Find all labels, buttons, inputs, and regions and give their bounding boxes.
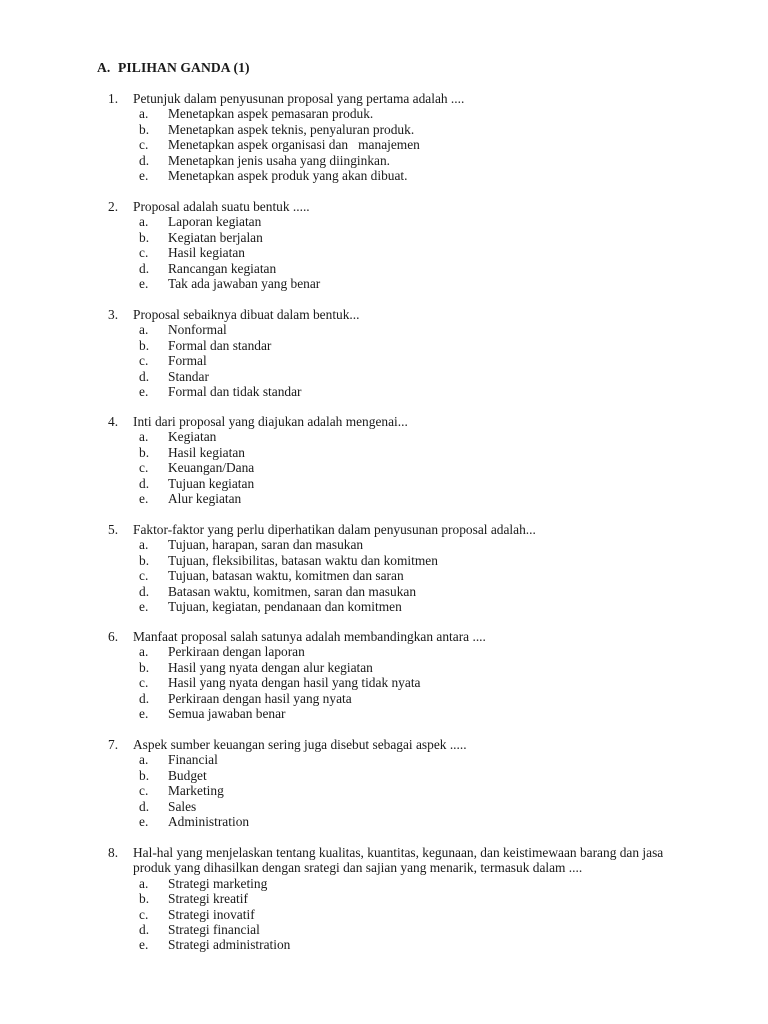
option-letter: c. xyxy=(139,137,149,153)
option-text: Tujuan, harapan, saran dan masukan xyxy=(168,537,364,553)
option-c xyxy=(108,245,688,260)
option-text: Strategi administration xyxy=(168,937,291,953)
option-letter: d. xyxy=(139,260,150,276)
option-letter: d. xyxy=(139,921,150,937)
question-number: 7. xyxy=(108,737,119,752)
question-6 xyxy=(108,629,688,721)
option-text: Nonformal xyxy=(168,322,227,338)
option-letter: a. xyxy=(139,429,149,445)
option-a xyxy=(108,429,688,444)
option-list xyxy=(108,752,688,829)
option-e xyxy=(108,491,688,506)
option-a xyxy=(108,876,688,891)
question-7 xyxy=(108,737,688,829)
option-d xyxy=(108,584,688,599)
option-text: Hasil yang nyata dengan hasil yang tidak nyata xyxy=(168,675,421,691)
question-number: 3. xyxy=(108,307,119,322)
option-letter: a. xyxy=(139,875,149,891)
option-b xyxy=(108,338,688,353)
option-text: Rancangan kegiatan xyxy=(168,260,277,276)
option-text: Budget xyxy=(168,767,207,783)
option-b xyxy=(108,445,688,460)
option-letter: e. xyxy=(139,937,149,953)
option-text: Strategi marketing xyxy=(168,875,268,891)
option-e xyxy=(108,706,688,721)
option-text: Alur kegiatan xyxy=(168,490,242,506)
option-text: Strategi financial xyxy=(168,921,260,937)
option-letter: c. xyxy=(139,783,149,799)
option-letter: e. xyxy=(139,383,149,399)
question-3 xyxy=(108,307,688,399)
option-letter: d. xyxy=(139,152,150,168)
question-8 xyxy=(108,845,688,953)
option-letter: c. xyxy=(139,906,149,922)
option-letter: c. xyxy=(139,568,149,584)
option-list xyxy=(108,106,688,183)
option-e xyxy=(108,384,688,399)
option-text: Kegiatan xyxy=(168,429,217,445)
option-letter: e. xyxy=(139,813,149,829)
option-d xyxy=(108,799,688,814)
option-list xyxy=(108,322,688,399)
option-text: Tujuan kegiatan xyxy=(168,475,255,491)
option-b xyxy=(108,230,688,245)
option-text: Laporan kegiatan xyxy=(168,214,262,230)
option-b xyxy=(108,660,688,675)
option-a xyxy=(108,644,688,659)
option-text: Administration xyxy=(168,813,250,829)
option-c xyxy=(108,675,688,690)
option-d xyxy=(108,476,688,491)
option-text: Marketing xyxy=(168,783,224,799)
option-text: Formal dan tidak standar xyxy=(168,383,302,399)
option-text: Financial xyxy=(168,752,218,768)
option-text: Strategi kreatif xyxy=(168,891,248,907)
option-d xyxy=(108,922,688,937)
option-text: Tujuan, batasan waktu, komitmen dan saran xyxy=(168,568,404,584)
question-text: Faktor-faktor yang perlu diperhatikan dalam penyusunan proposal adalah... xyxy=(133,522,536,537)
question-text: Hal-hal yang menjelaskan tentang kualitas, kuantitas, kegunaan, dan keistimewaan barang dan jasa produk yang dihasilkan dengan srategi dan sajian yang menarik, termasuk dalam .... xyxy=(133,845,664,876)
question-number: 6. xyxy=(108,629,119,644)
option-e xyxy=(108,276,688,291)
option-a xyxy=(108,752,688,767)
option-text: Sales xyxy=(168,798,197,814)
option-e xyxy=(108,599,688,614)
option-text: Standar xyxy=(168,368,209,384)
option-letter: b. xyxy=(139,552,150,568)
option-b xyxy=(108,891,688,906)
option-text: Tak ada jawaban yang benar xyxy=(168,275,321,291)
option-e xyxy=(108,168,688,183)
question-text: Proposal adalah suatu bentuk ..... xyxy=(133,199,310,214)
option-letter: a. xyxy=(139,214,149,230)
option-letter: d. xyxy=(139,583,150,599)
option-d xyxy=(108,153,688,168)
option-text: Batasan waktu, komitmen, saran dan masukan xyxy=(168,583,417,599)
option-letter: e. xyxy=(139,275,149,291)
option-letter: a. xyxy=(139,106,149,122)
question-5 xyxy=(108,522,688,614)
option-letter: c. xyxy=(139,353,149,369)
option-letter: b. xyxy=(139,121,150,137)
option-a xyxy=(108,537,688,552)
option-letter: a. xyxy=(139,752,149,768)
option-letter: a. xyxy=(139,644,149,660)
option-letter: e. xyxy=(139,598,149,614)
option-text: Menetapkan aspek produk yang akan dibuat. xyxy=(168,167,408,183)
option-b xyxy=(108,122,688,137)
option-letter: b. xyxy=(139,229,150,245)
option-letter: b. xyxy=(139,891,150,907)
option-d xyxy=(108,261,688,276)
option-letter: d. xyxy=(139,798,150,814)
option-list xyxy=(108,214,688,291)
option-letter: d. xyxy=(139,475,150,491)
option-letter: e. xyxy=(139,490,149,506)
option-text: Menetapkan aspek pemasaran produk. xyxy=(168,106,374,122)
option-text: Formal dan standar xyxy=(168,337,272,353)
option-text: Semua jawaban benar xyxy=(168,705,286,721)
question-number: 1. xyxy=(108,91,119,106)
option-text: Formal xyxy=(168,353,207,369)
option-c xyxy=(108,353,688,368)
option-text: Perkiraan dengan laporan xyxy=(168,644,305,660)
section-heading xyxy=(97,60,250,75)
question-number: 2. xyxy=(108,199,119,214)
option-list xyxy=(108,429,688,506)
option-a xyxy=(108,106,688,121)
question-text: Manfaat proposal salah satunya adalah membandingkan antara .... xyxy=(133,629,486,644)
option-text: Strategi inovatif xyxy=(168,906,255,922)
option-c xyxy=(108,907,688,922)
option-text: Kegiatan berjalan xyxy=(168,229,263,245)
section-letter: A. xyxy=(97,60,111,75)
option-text: Hasil kegiatan xyxy=(168,245,245,261)
question-number: 4. xyxy=(108,414,119,429)
option-letter: e. xyxy=(139,705,149,721)
option-letter: d. xyxy=(139,368,150,384)
option-letter: c. xyxy=(139,675,149,691)
option-e xyxy=(108,937,688,952)
option-letter: e. xyxy=(139,167,149,183)
question-text: Petunjuk dalam penyusunan proposal yang pertama adalah .... xyxy=(133,91,465,106)
question-2 xyxy=(108,199,688,291)
section-title-text: PILIHAN GANDA (1) xyxy=(118,60,250,75)
option-d xyxy=(108,691,688,706)
option-letter: b. xyxy=(139,659,150,675)
option-c xyxy=(108,460,688,475)
option-list xyxy=(108,876,688,953)
option-text: Menetapkan aspek organisasi dan manajemen xyxy=(168,137,420,153)
option-text: Hasil yang nyata dengan alur kegiatan xyxy=(168,659,373,675)
option-c xyxy=(108,783,688,798)
option-list xyxy=(108,537,688,614)
option-letter: d. xyxy=(139,690,150,706)
option-text: Menetapkan jenis usaha yang diinginkan. xyxy=(168,152,391,168)
option-a xyxy=(108,214,688,229)
option-letter: b. xyxy=(139,444,150,460)
option-letter: a. xyxy=(139,322,149,338)
option-text: Tujuan, fleksibilitas, batasan waktu dan komitmen xyxy=(168,552,438,568)
option-list xyxy=(108,644,688,721)
question-number: 5. xyxy=(108,522,119,537)
option-text: Keuangan/Dana xyxy=(168,460,255,476)
option-b xyxy=(108,553,688,568)
option-a xyxy=(108,322,688,337)
option-letter: c. xyxy=(139,245,149,261)
question-text: Proposal sebaiknya dibuat dalam bentuk... xyxy=(133,307,360,322)
option-text: Perkiraan dengan hasil yang nyata xyxy=(168,690,352,706)
option-e xyxy=(108,814,688,829)
option-c xyxy=(108,137,688,152)
option-letter: b. xyxy=(139,337,150,353)
option-text: Tujuan, kegiatan, pendanaan dan komitmen xyxy=(168,598,402,614)
question-text: Inti dari proposal yang diajukan adalah mengenai... xyxy=(133,414,408,429)
option-d xyxy=(108,369,688,384)
option-text: Menetapkan aspek teknis, penyaluran produk. xyxy=(168,121,415,137)
question-4 xyxy=(108,414,688,506)
option-c xyxy=(108,568,688,583)
option-b xyxy=(108,768,688,783)
question-number: 8. xyxy=(108,845,119,860)
option-letter: b. xyxy=(139,767,150,783)
option-text: Hasil kegiatan xyxy=(168,444,245,460)
option-letter: a. xyxy=(139,537,149,553)
question-1 xyxy=(108,91,688,183)
option-letter: c. xyxy=(139,460,149,476)
question-text: Aspek sumber keuangan sering juga disebut sebagai aspek ..... xyxy=(133,737,467,752)
